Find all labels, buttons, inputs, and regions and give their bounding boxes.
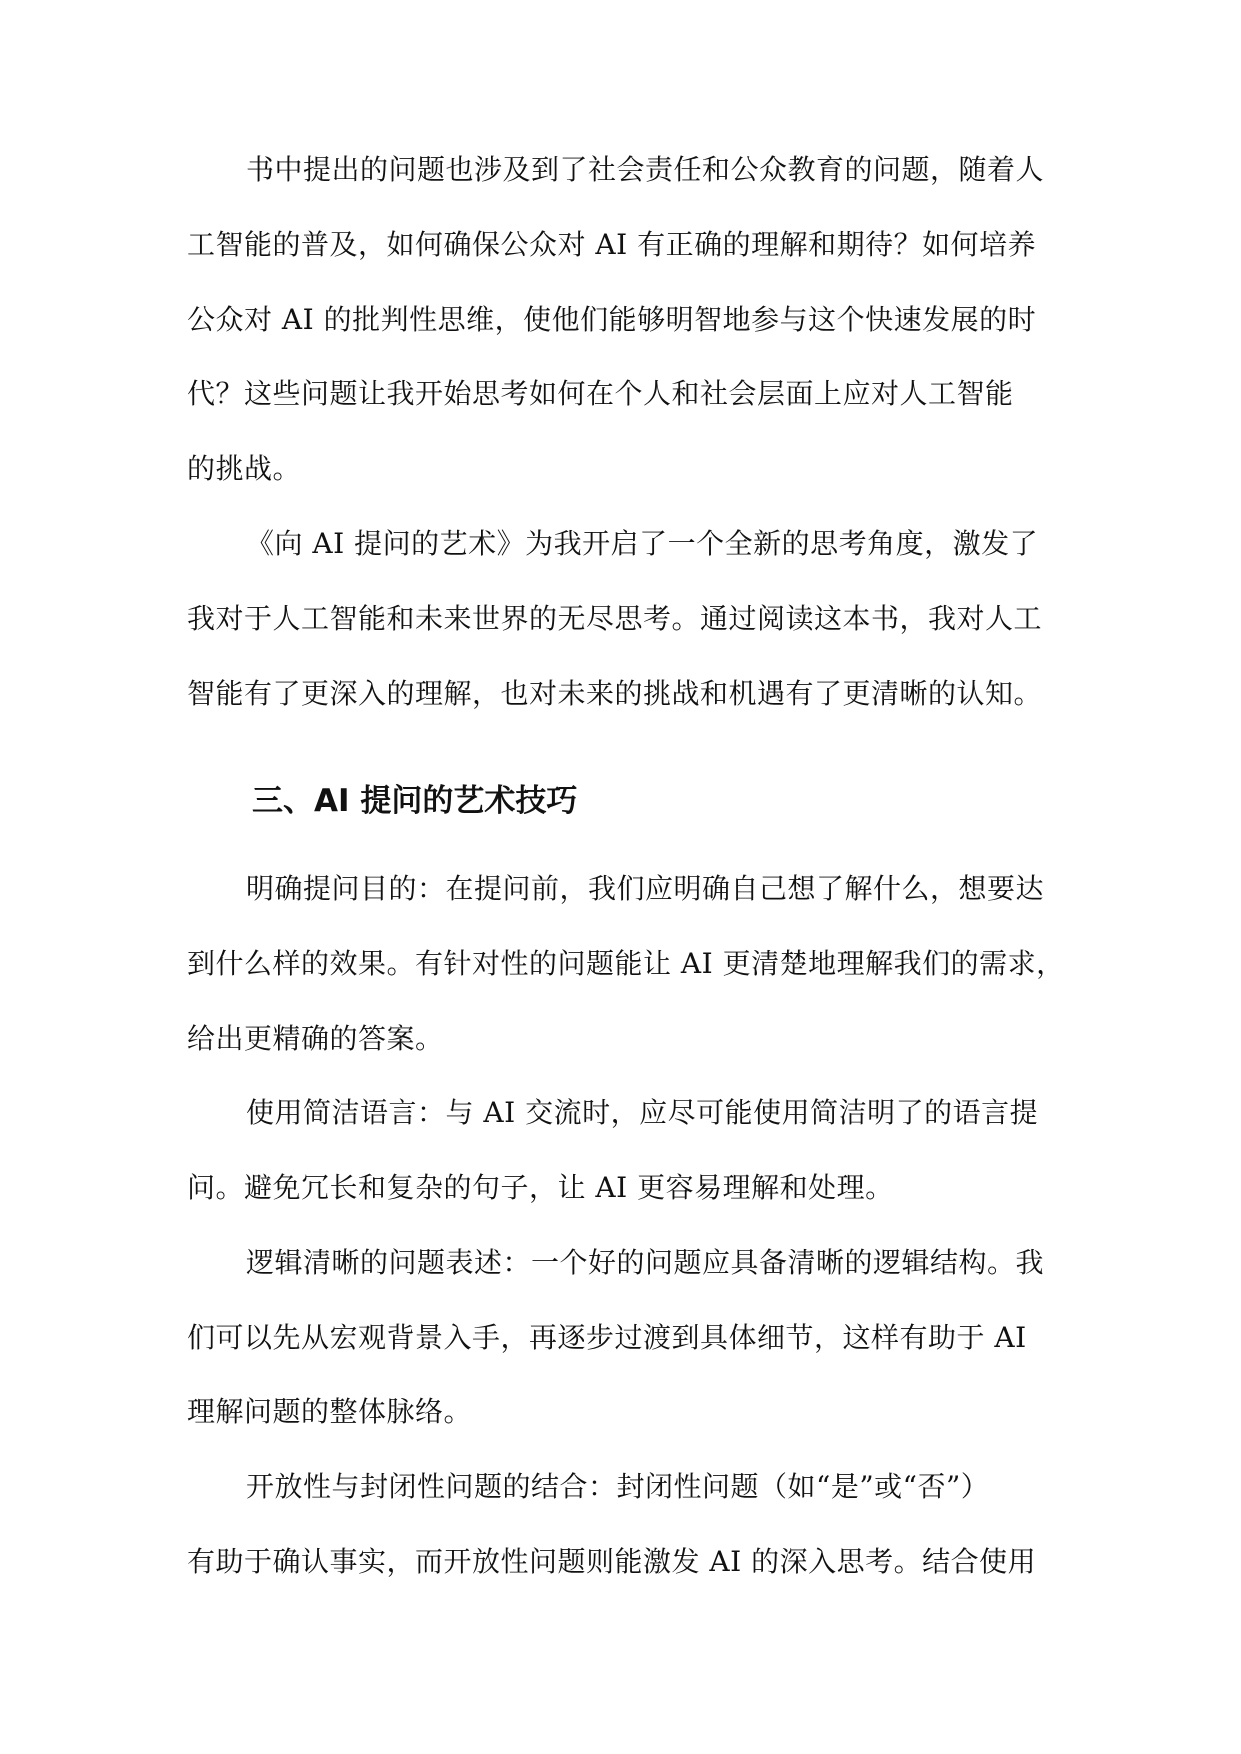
paragraph-1-line-2: 工智能的普及，如何确保公众对 AI 有正确的理解和期待？如何培养 (187, 228, 1037, 261)
section-paragraph-1-line-2: 到什么样的效果。有针对性的问题能让 AI 更清楚地理解我们的需求， (187, 947, 1065, 980)
section-paragraph-2-line-2: 问。避免冗长和复杂的句子，让 AI 更容易理解和处理。 (187, 1171, 894, 1204)
section-paragraph-3-line-3: 理解问题的整体脉络。 (187, 1395, 473, 1428)
paragraph-1-line-1: 书中提出的问题也涉及到了社会责任和公众教育的问题，随着人 (246, 153, 1045, 186)
paragraph-2-line-2: 我对于人工智能和未来世界的无尽思考。通过阅读这本书，我对人工 (187, 602, 1043, 635)
section-paragraph-3-line-2: 们可以先从宏观背景入手，再逐步过渡到具体细节，这样有助于 AI (187, 1321, 1027, 1354)
section-paragraph-4-line-1: 开放性与封闭性问题的结合：封闭性问题（如“是”或“否”） (246, 1470, 990, 1503)
paragraph-2-line-3: 智能有了更深入的理解，也对未来的挑战和机遇有了更清晰的认知。 (187, 677, 1043, 710)
section-paragraph-4-line-2: 有助于确认事实，而开放性问题则能激发 AI 的深入思考。结合使用 (187, 1545, 1037, 1578)
section-heading: 三、AI 提问的艺术技巧 (252, 783, 578, 819)
section-paragraph-1-line-3: 给出更精确的答案。 (187, 1022, 444, 1055)
paragraph-1-line-4: 代？这些问题让我开始思考如何在个人和社会层面上应对人工智能 (187, 377, 1014, 410)
paragraph-1-line-5: 的挑战。 (187, 452, 302, 485)
section-paragraph-2-line-1: 使用简洁语言：与 AI 交流时，应尽可能使用简洁明了的语言提 (246, 1096, 1039, 1129)
section-paragraph-1-line-1: 明确提问目的：在提问前，我们应明确自己想了解什么，想要达 (246, 872, 1045, 905)
section-paragraph-3-line-1: 逻辑清晰的问题表述：一个好的问题应具备清晰的逻辑结构。我 (246, 1246, 1045, 1279)
paragraph-2-line-1: 《向 AI 提问的艺术》为我开启了一个全新的思考角度，激发了 (246, 527, 1039, 560)
paragraph-1-line-3: 公众对 AI 的批判性思维，使他们能够明智地参与这个快速发展的时 (187, 303, 1037, 336)
